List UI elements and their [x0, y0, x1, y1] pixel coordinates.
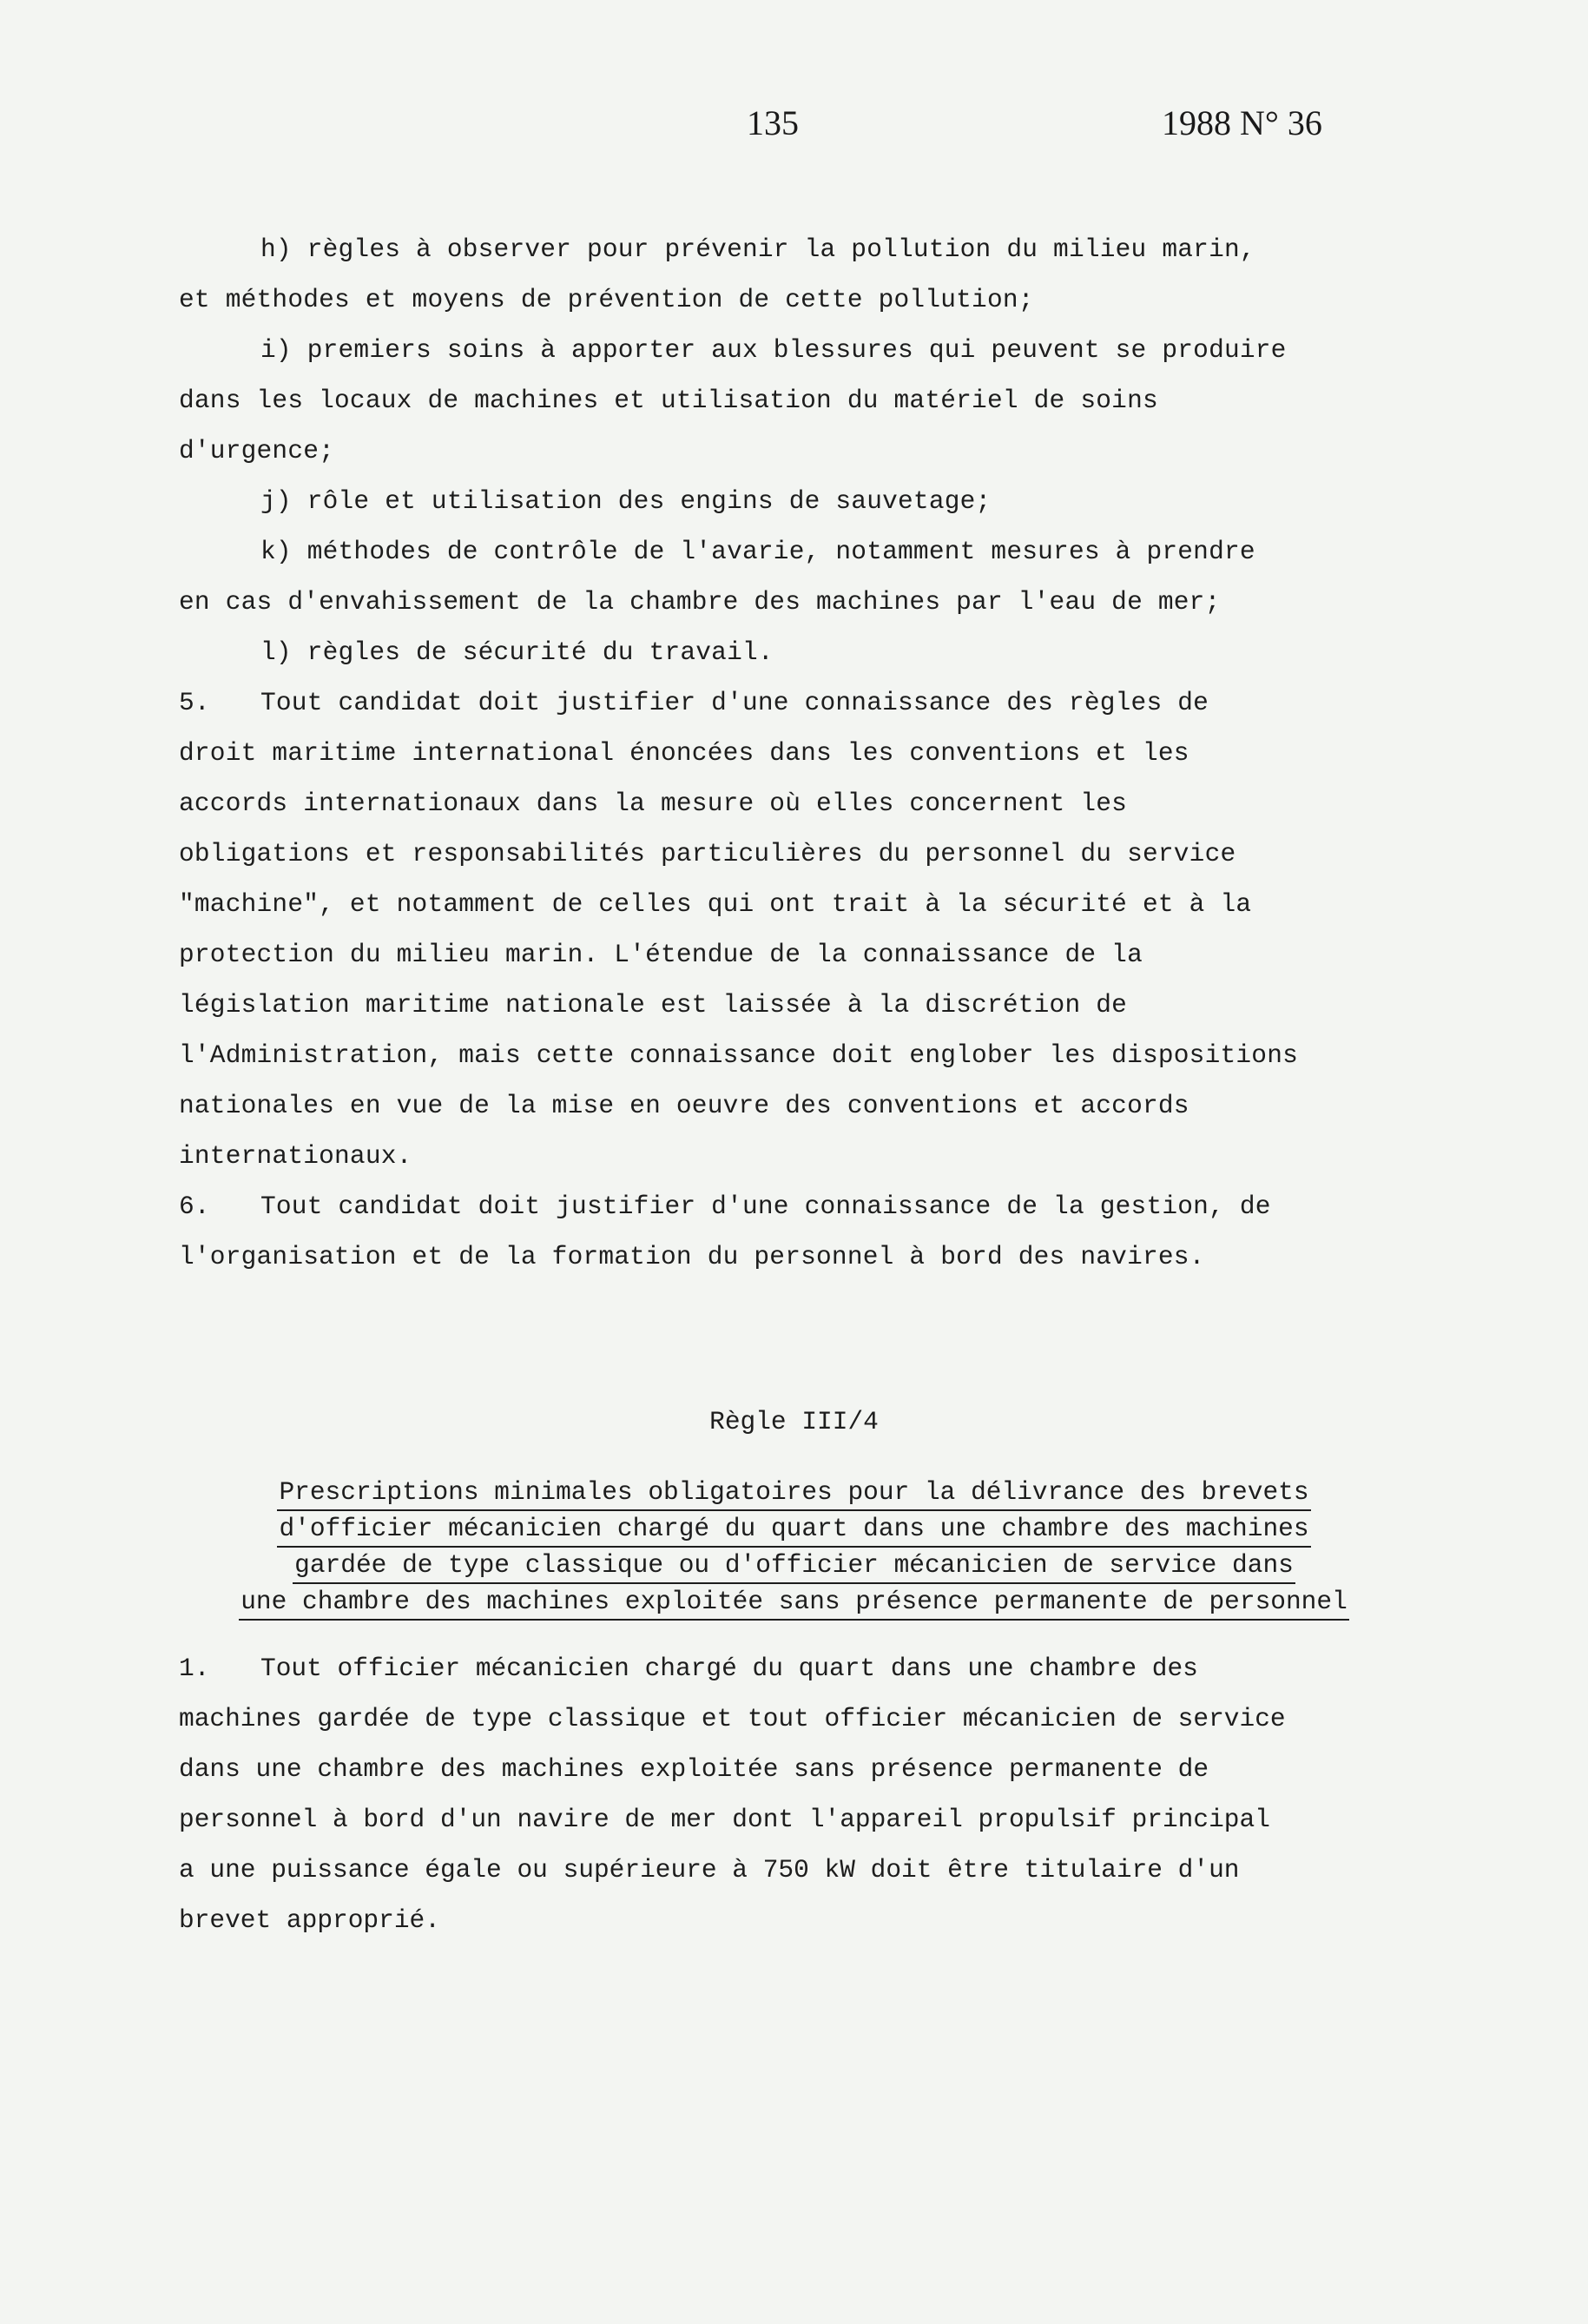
item-h — [179, 224, 1394, 325]
rule-title-line: Prescriptions minimales obligatoires pour la délivrance des brevets — [277, 1475, 1310, 1511]
document-reference: 1988 N° 36 — [1162, 103, 1322, 142]
text-line: nationales en vue de la mise en oeuvre des conventions et accords — [179, 1091, 1189, 1120]
text-line: brevet approprié. — [179, 1905, 440, 1935]
text-line — [179, 677, 1394, 728]
text-line: dans une chambre des machines exploitée sans présence permanente de — [179, 1754, 1209, 1784]
text-line: l) règles de sécurité du travail. — [260, 637, 774, 667]
text-line: personnel à bord d'un navire de mer dont l'appareil propulsif principal — [179, 1805, 1270, 1834]
text-line: obligations et responsabilités particulières du personnel du service — [179, 839, 1236, 868]
rule-paragraph-1 — [179, 1643, 1394, 1945]
text-line: k) méthodes de contrôle de l'avarie, notamment mesures à prendre — [260, 537, 1255, 566]
text-line: machines gardée de type classique et tout officier mécanicien de service — [179, 1704, 1286, 1733]
rule-title-line: gardée de type classique ou d'officier mécanicien de service dans — [293, 1548, 1295, 1584]
text-span: Tout candidat doit justifier d'une connaissance de la gestion, de — [260, 1192, 1271, 1221]
paragraph-number: 5. — [179, 688, 210, 717]
text-line: l'organisation et de la formation du personnel à bord des navires. — [179, 1242, 1205, 1271]
text-line: internationaux. — [179, 1141, 412, 1171]
item-l — [179, 627, 1394, 677]
text-line: a une puissance égale ou supérieure à 750 kW doit être titulaire d'un — [179, 1855, 1240, 1885]
text-line — [179, 1181, 1394, 1231]
item-j — [179, 476, 1394, 526]
text-line: l'Administration, mais cette connaissance doit englober les dispositions — [179, 1040, 1299, 1070]
text-line: et méthodes et moyens de prévention de cette pollution; — [179, 285, 1034, 314]
text-line: h) règles à observer pour prévenir la pollution du milieu marin, — [260, 234, 1255, 264]
page-header — [0, 102, 1588, 155]
text-line: accords internationaux dans la mesure où elles concernent les — [179, 789, 1128, 818]
item-k — [179, 526, 1394, 627]
text-line — [179, 1643, 1394, 1693]
rule-title-line: d'officier mécanicien chargé du quart dans une chambre des machines — [277, 1511, 1310, 1548]
paragraph-number: 6. — [179, 1192, 210, 1221]
paragraph-5 — [179, 677, 1394, 1181]
paragraph-6 — [179, 1181, 1394, 1282]
text-line: j) rôle et utilisation des engins de sauvetage; — [260, 486, 992, 516]
rule-heading: Règle III/4 — [709, 1407, 879, 1436]
text-line: protection du milieu marin. L'étendue de la connaissance de la — [179, 940, 1143, 969]
item-i — [179, 325, 1394, 476]
paragraph-number: 1. — [179, 1654, 210, 1683]
body-text — [179, 224, 1394, 1282]
text-line: "machine", et notamment de celles qui ont trait à la sécurité et à la — [179, 889, 1252, 919]
text-line: en cas d'envahissement de la chambre des machines par l'eau de mer; — [179, 587, 1221, 617]
text-line: droit maritime international énoncées dans les conventions et les — [179, 738, 1189, 768]
text-span: Tout officier mécanicien chargé du quart dans une chambre des — [260, 1654, 1198, 1683]
rule-title-line: une chambre des machines exploitée sans présence permanente de personnel — [239, 1584, 1349, 1621]
text-line: d'urgence; — [179, 436, 335, 465]
text-line: dans les locaux de machines et utilisation du matériel de soins — [179, 386, 1158, 415]
rule-title — [0, 1475, 1588, 1621]
text-span: Tout candidat doit justifier d'une connaissance des règles de — [260, 688, 1209, 717]
text-line: i) premiers soins à apporter aux blessures qui peuvent se produire — [260, 335, 1287, 365]
text-line: législation maritime nationale est laissée à la discrétion de — [179, 990, 1128, 1020]
page-number: 135 — [747, 103, 799, 142]
